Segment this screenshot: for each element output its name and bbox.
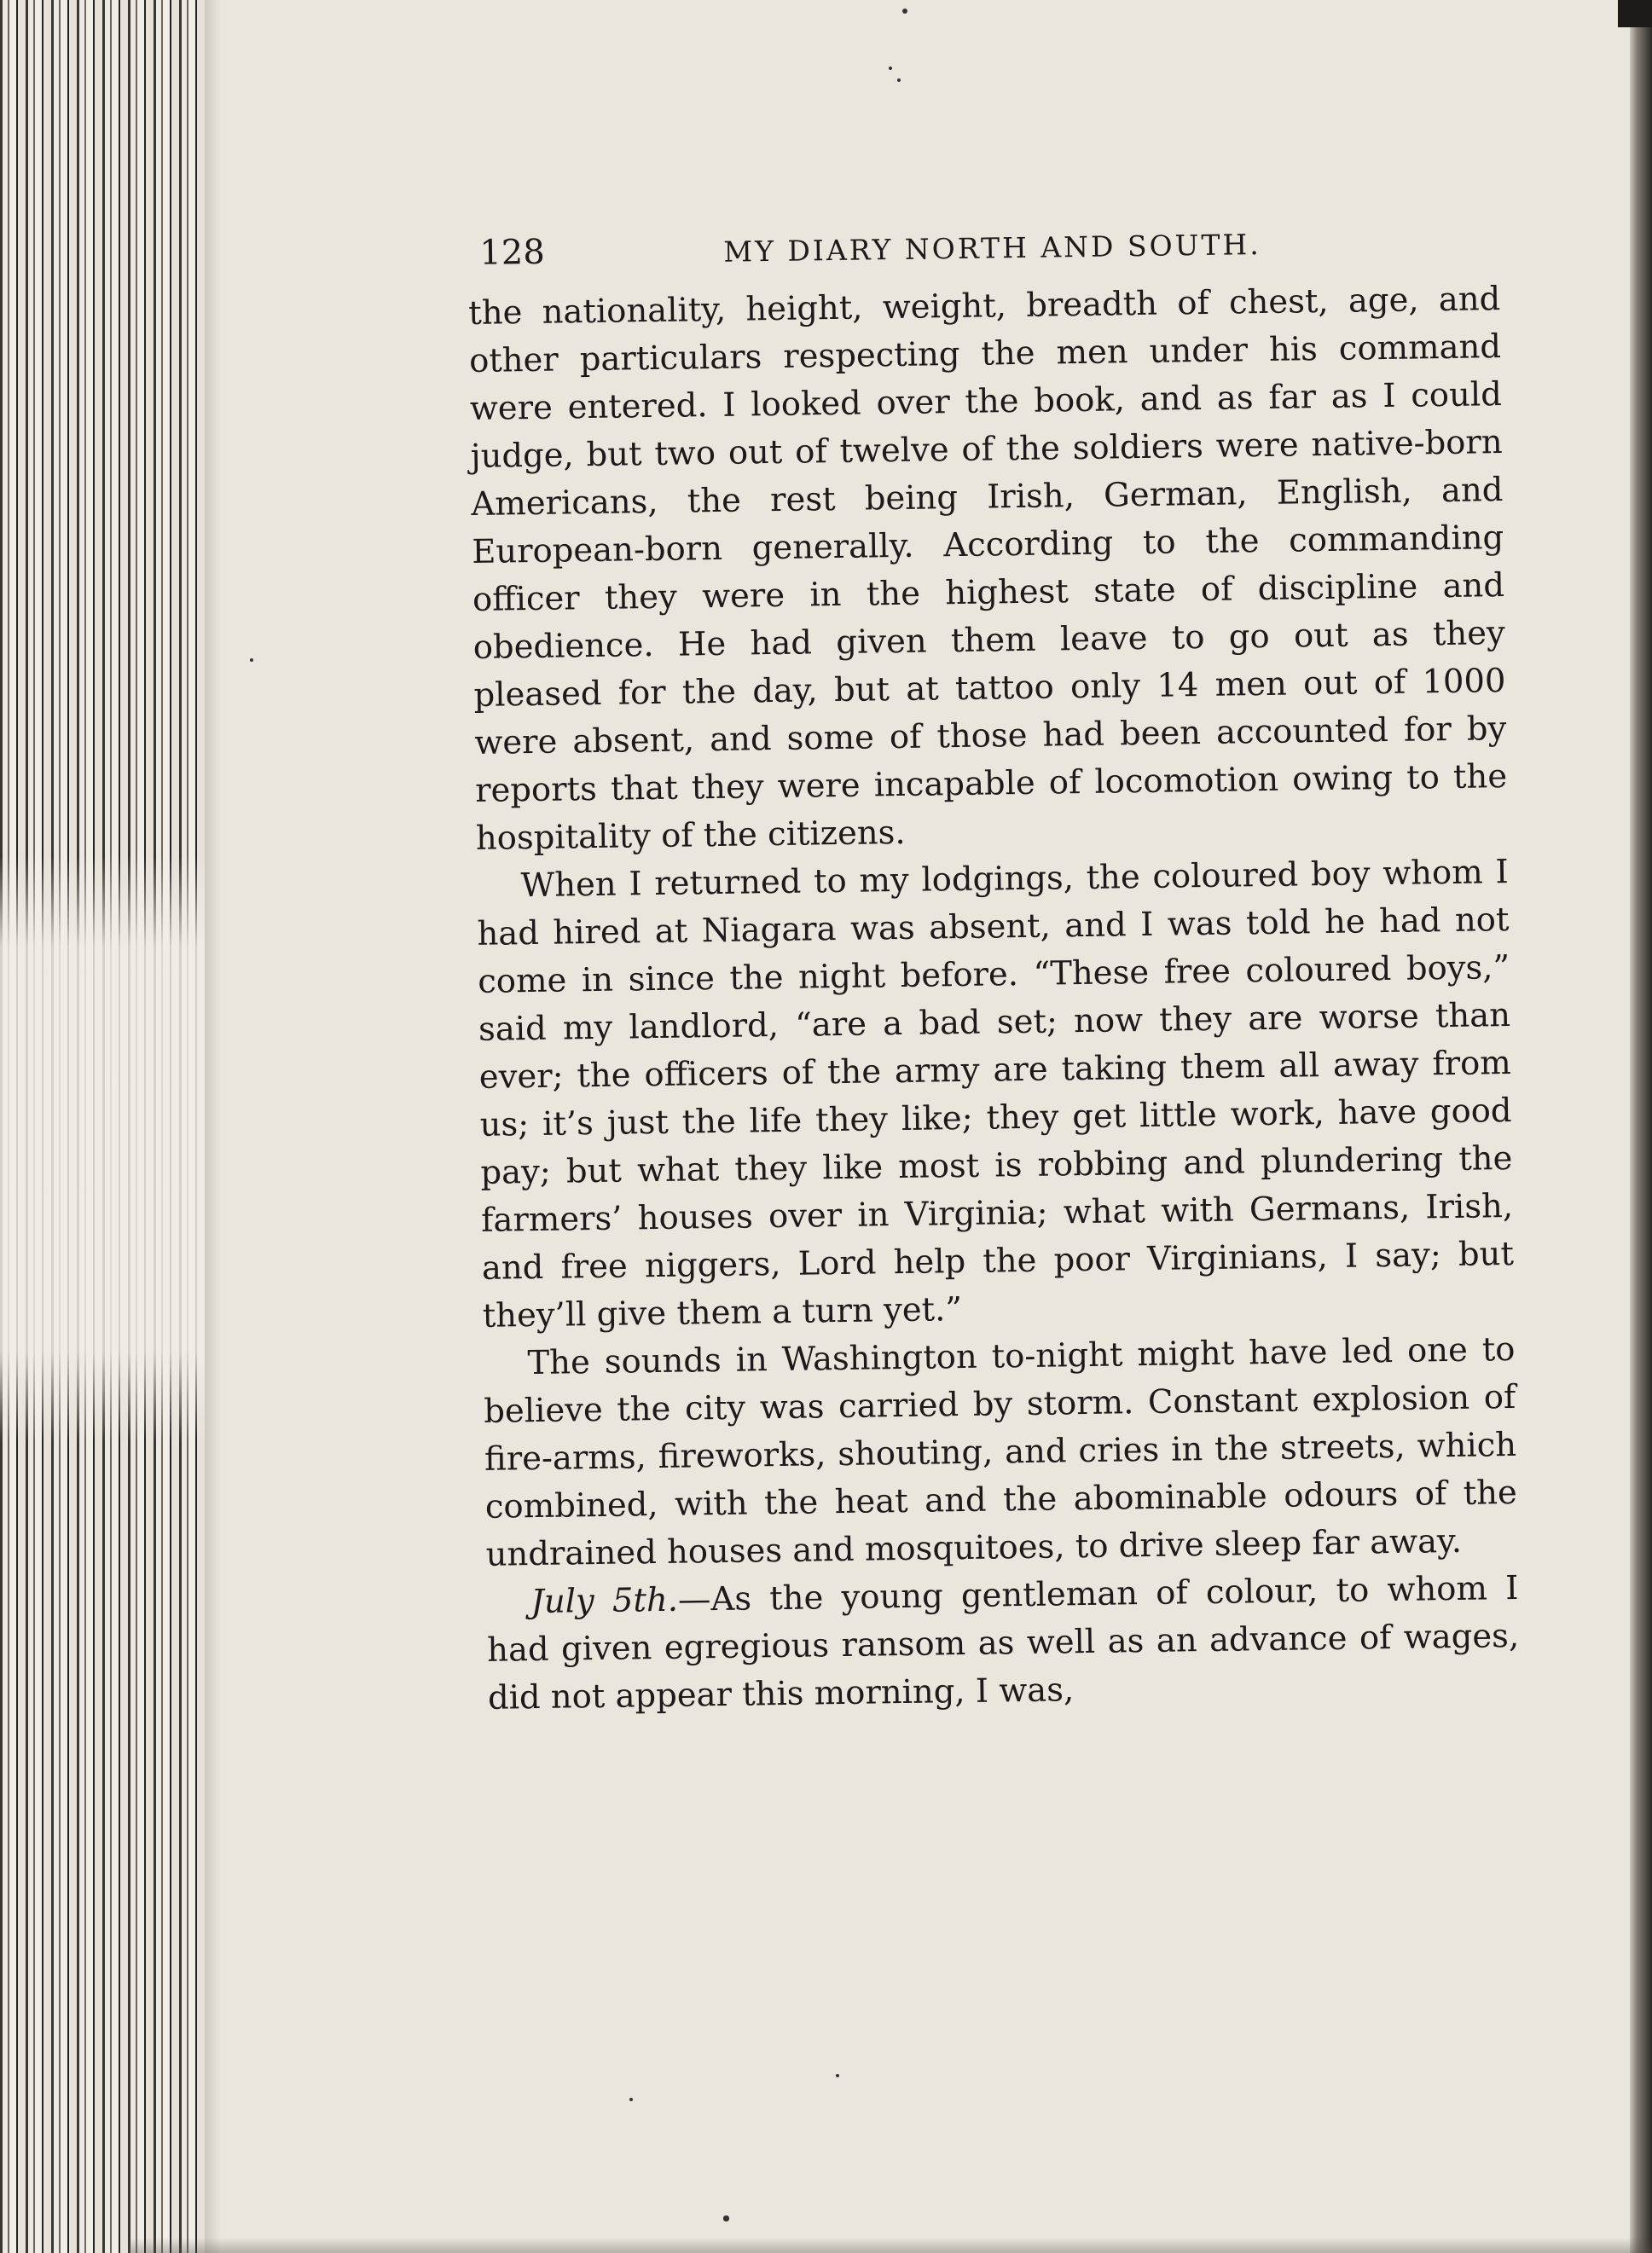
paragraph-text: —As the young gentleman of colour, to whom I had given egregious ransom as well as an advance of wages, did not appear this morning, I was, xyxy=(486,1568,1520,1717)
bottom-shadow xyxy=(128,2238,1652,2253)
paragraph xyxy=(486,1565,1520,1723)
page-edges-highlight xyxy=(0,0,213,2253)
paragraph-text: the nationality, height, weight, breadth of chest, age, and other particulars respecting the men under his command were entered. I looked over the book, and as far as I could judge, but two out of twelve of the soldiers were native-born Americans, the rest being Irish, German, English, and European-born generally. According to the commanding officer they were in the highest state of discipline and obedience. He had given them leave to go out as they pleased for the day, but at tattoo only 14 men out of 1000 were absent, and some of those had been accounted for by reports that they were incapable of locomotion owing to the hospitality of the citizens. xyxy=(468,280,1508,858)
speck xyxy=(889,67,892,70)
paragraph-text: When I returned to my lodgings, the coloured boy whom I had hired at Niagara was absent, and I was told he had not come in since the night before. “These free coloured boys,” said my landlord, “are a bad set; now they are worse than ever; the officers of the army are taking them all away from us; it’s just the life they like; they get little work, have good pay; but what they like most is robbing and plundering the farmers’ houses over in Virginia; what with Germans, Irish, and free niggers, Lord help the poor Virginians, I say; but they’ll give them a turn yet.” xyxy=(477,853,1515,1335)
book-gutter xyxy=(205,0,222,2253)
speck xyxy=(897,78,901,82)
body-text xyxy=(468,275,1520,1723)
paragraph xyxy=(483,1326,1518,1579)
diary-date: July 5th. xyxy=(530,1580,679,1622)
page-text-block xyxy=(467,216,1520,1723)
paragraph xyxy=(476,848,1515,1341)
right-page-edge xyxy=(1630,0,1652,2253)
running-title: MY DIARY NORTH AND SOUTH. xyxy=(723,228,1261,269)
speck xyxy=(629,2098,633,2101)
paragraph-text: The sounds in Washington to-night might have led one to believe the city was carried by storm. Constant explosion of fire-arms, fireworks, shouting, and cries in the streets, which combined, with the heat and the abominable odours of the undrained houses and mosquitoes, to drive sleep far away. xyxy=(484,1329,1518,1574)
top-right-corner xyxy=(1618,0,1652,27)
speck xyxy=(723,2215,729,2221)
speck xyxy=(250,658,253,662)
page-number: 128 xyxy=(479,232,546,273)
paragraph xyxy=(468,275,1508,863)
page-edges xyxy=(0,0,213,2253)
speck xyxy=(902,9,907,14)
speck xyxy=(836,2074,839,2077)
